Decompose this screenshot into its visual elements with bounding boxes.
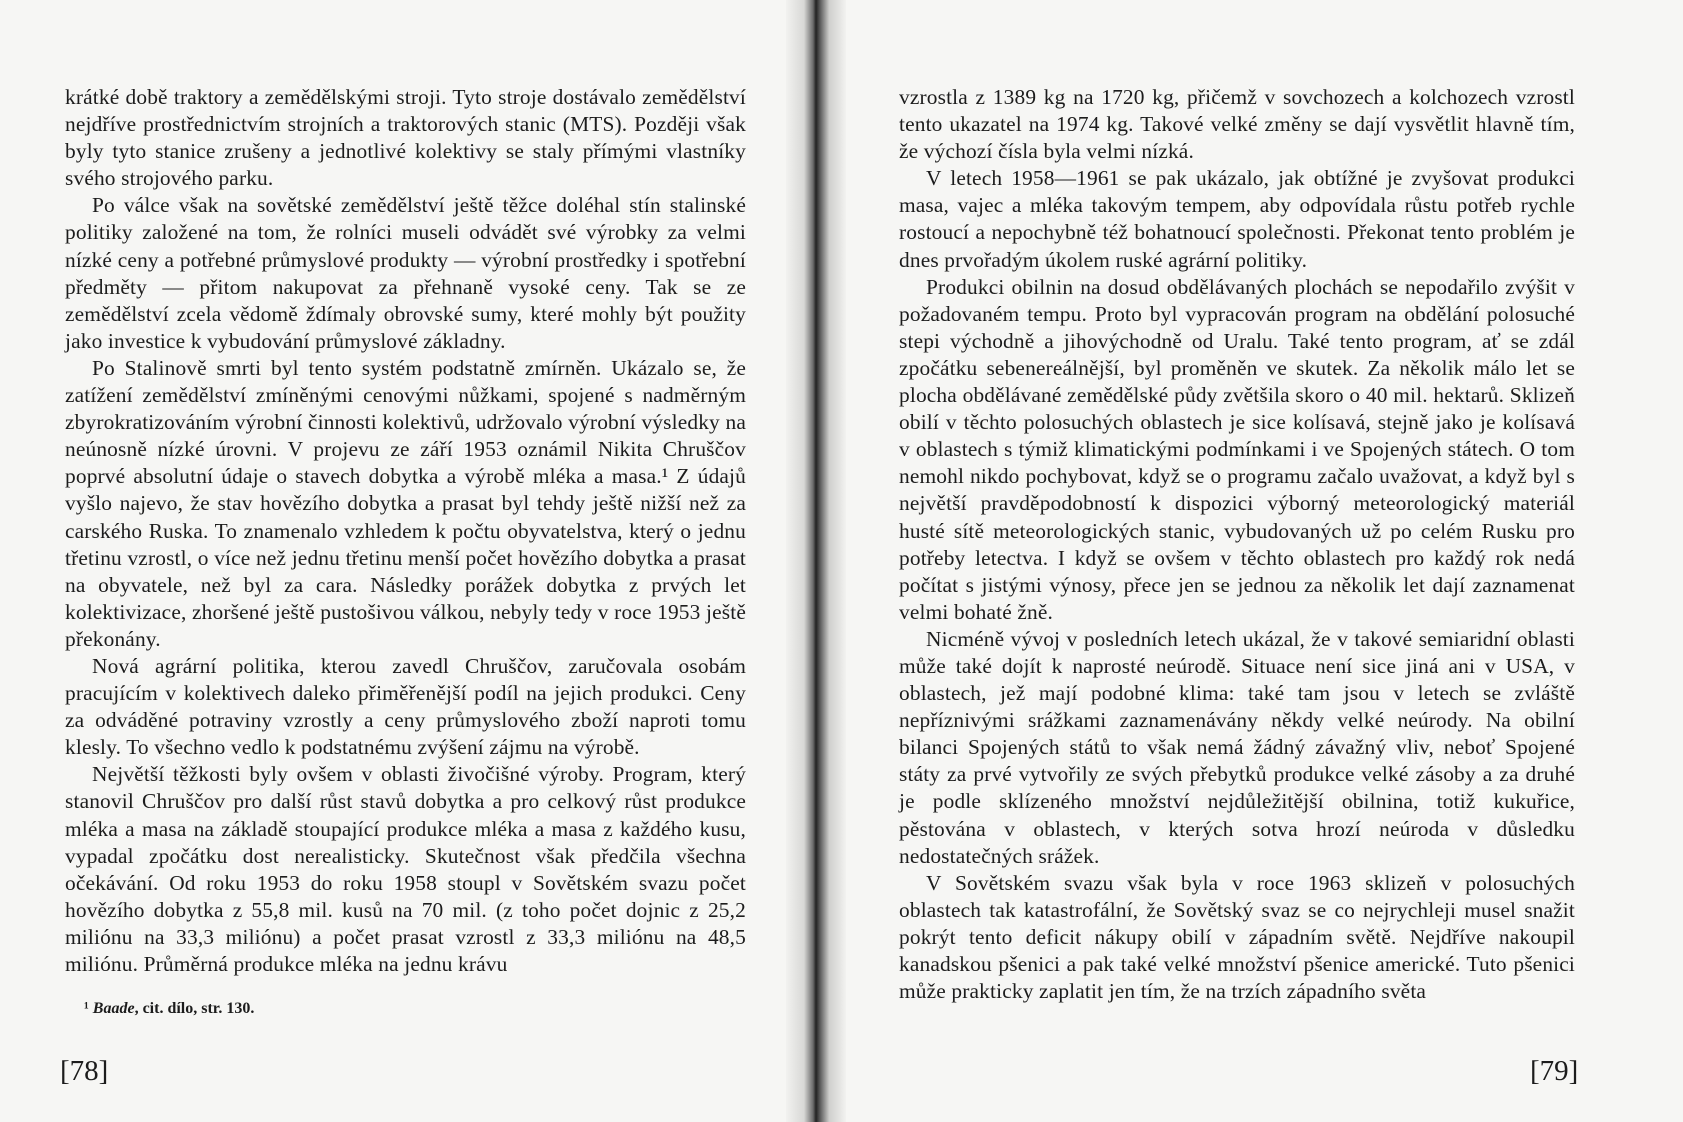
- paragraph: Nicméně vývoj v posledních letech ukázal, že v takové semiaridní oblasti může také dojít k naprosté neúrodě. Situace není sice jiná ani v USA, v oblastech, jež mají podobné klima: také tam jsou v letech se zvláště nepříznivými srážkami zaznamenávány někdy velké neúrody. Na obilní bilanci Spojených států to však nemá žádný závažný vliv, neboť Spojené státy za prvé vytvořily ze svých přebytků produkce velké zásoby a za druhé je podle sklízeného množství nejdůležitější obilnina, totiž kukuřice, pěstována v oblastech, v kterých sotva hrozí neúroda v důsledku nedostatečných srážek.: [899, 626, 1575, 868]
- paragraph: vzrostla z 1389 kg na 1720 kg, přičemž v sovchozech a kolchozech vzrostl tento ukazatel na 1974 kg. Takové velké změny se dají vysvětlit hlavně tím, že výchozí čísla byla velmi nízká.: [899, 85, 1575, 164]
- paragraph: Po Stalinově smrti byl tento systém podstatně zmírněn. Ukázalo se, že zatížení zemědělství zmíněnými cenovými nůžkami, spojené s nadměrným zbyrokratizováním výrobní činnosti kolektivů, udržovalo výrobní výsledky na neúnosně nízké úrovni. V projevu ze září 1953 oznámil Nikita Chruščov poprvé absolutní údaje o stavech dobytka a výrobě mléka a masa.¹ Z údajů vyšlo najevo, že stav hovězího dobytka a prasat byl tehdy ještě nižší než za carského Ruska. To znamenalo vzhledem k počtu obyvatelstva, který o jednu třetinu vzrostl, o více než jednu třetinu menší počet hovězího dobytka a prasat na obyvatele, než byl za cara. Následky porážek dobytka z prvých let kolektivizace, zhoršené ještě pustošivou válkou, nebyly tedy v roce 1953 ještě překonány.: [65, 355, 746, 651]
- paragraph: V letech 1958—1961 se pak ukázalo, jak obtížné je zvyšovat produkci masa, vajec a mléka takovým tempem, aby odpovídala růstu potřeb rychle rostoucí a nepochybně též bohatnoucí společnosti. Překonat tento problém je dnes prvořadým úkolem ruské agrární politiky.: [899, 166, 1575, 272]
- footnote-marker: ¹: [84, 1000, 89, 1017]
- left-page-body: [65, 84, 746, 978]
- paragraph: Nová agrární politika, kterou zavedl Chruščov, zaručovala osobám pracujícím v kolektivech daleko přiměřenější podíl na jejich produkci. Ceny za odváděné potraviny vzrostly a ceny průmyslového zboží naproti tomu klesly. To všechno vedlo k podstatnému zvýšení zájmu na výrobě.: [65, 653, 746, 760]
- footnote-author: Baade: [92, 1000, 135, 1017]
- page-number-left: [78]: [60, 1055, 109, 1087]
- paragraph: Po válce však na sovětské zemědělství ještě těžce doléhal stín stalinské politiky založené na tom, že rolníci museli odvádět své výrobky za velmi nízké ceny a potřebné průmyslové produkty — výrobní prostředky i spotřební předměty — přitom nakupovat za přehnaně vysoké ceny. Tak se ze zemědělství zcela vědomě ždímaly obrovské sumy, které mohly být použity jako investice k vybudování průmyslové základny.: [65, 193, 746, 353]
- paragraph: Největší těžkosti byly ovšem v oblasti živočišné výroby. Program, který stanovil Chruščov pro další růst stavů dobytka a pro celkový růst produkce mléka a masa na základě stoupající produkce mléka a masa z každého kusu, vypadal zpočátku dost nerealisticky. Skutečnost však předčila všechna očekávání. Od roku 1953 do roku 1958 stoupl v Sovětském svazu počet hovězího dobytka z 55,8 mil. kusů na 70 mil. (z toho počet dojnic z 25,2 miliónu na 33,3 miliónu) a počet prasat vzrostl z 33,3 miliónu na 48,5 miliónu. Průměrná produkce mléka na jednu krávu: [65, 762, 746, 976]
- book-gutter: [786, 0, 846, 1122]
- paragraph: Produkci obilnin na dosud obdělávaných plochách se nepodařilo zvýšit v požadovaném tempu. Proto byl vypracován program na obdělání polosuché stepi východně a jihovýchodně od Uralu. Také tento program, ať se zdál zpočátku sebenereálnější, byl proměněn ve skutek. Za několik málo let se plocha obdělávané zemědělské půdy zvětšila skoro o 40 mil. hektarů. Sklizeň obilí v těchto polosuchých oblastech je sice kolísavá, stejně jako je kolísavá v oblastech s týmiž klimatickými podmínkami i ve Spojených státech. O tom nemohl nikdo pochybovat, když se o programu začalo uvažovat, a když byl s největší pravděpodobností k dispozici výborný meteorologický materiál husté sítě meteorologických stanic, vybudovaných už po celém Rusku pro potřeby letectva. I když se ovšem v těchto oblastech pro každý rok nedá počítat s jistými výnosy, přece jen se jednou za několik let dají zaznamenat velmi bohaté žně.: [899, 274, 1575, 624]
- page-number-right: [79]: [1530, 1055, 1579, 1087]
- footnote: [84, 1000, 254, 1018]
- right-page-body: [899, 84, 1575, 1005]
- paragraph: V Sovětském svazu však byla v roce 1963 sklizeň v polosuchých oblastech tak katastrofální, že Sovětský svaz se co nejrychleji musel snažit pokrýt tento deficit nákupy obilí v západním světě. Nejdříve nakoupil kanadskou pšenici a pak také velké množství pšenice americké. Tuto pšenici může prakticky zaplatit jen tím, že na trzích západního světa: [899, 870, 1575, 1004]
- paragraph: krátké době traktory a zemědělskými stroji. Tyto stroje dostávalo zemědělství nejdříve prostřednictvím strojních a traktorových stanic (MTS). Později však byly tyto stanice zrušeny a jednotlivé kolektivy se staly přímými vlastníky svého strojového parku.: [65, 85, 746, 191]
- left-page: [0, 0, 812, 1122]
- footnote-text: , cit. dílo, str. 130.: [134, 1000, 255, 1017]
